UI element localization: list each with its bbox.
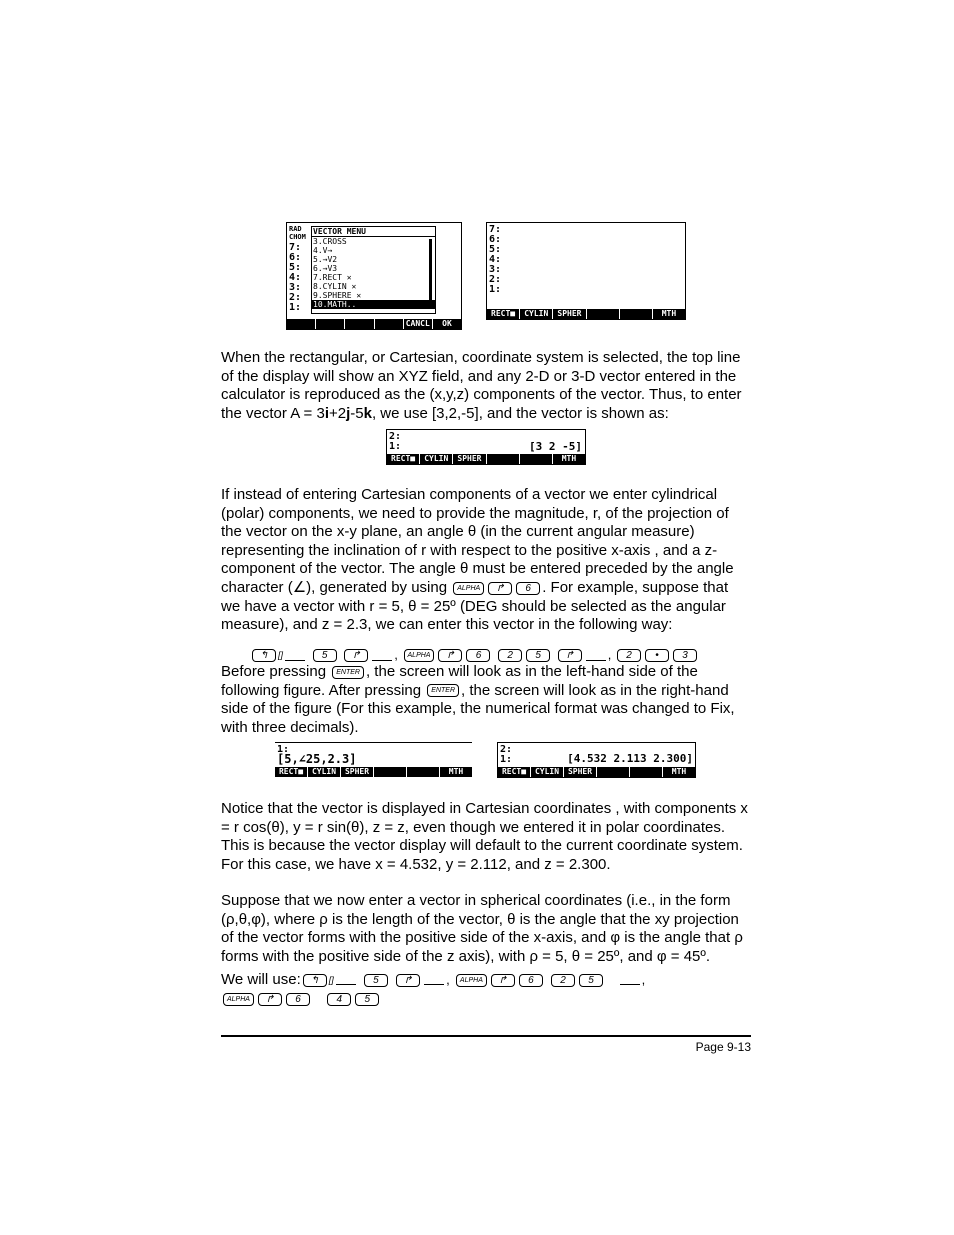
text: Suppose that we now enter a vector in spherical coordinates (i.e., in the form (ρ,θ,φ), where ρ is the length of the vector, θ is the angle that the xy projection of the vector forms with the positive side of the x-axis, and φ is the angle that ρ forms with the positive side of the z axis), with ρ = 5, θ = 25º, and φ = 45º. bbox=[221, 892, 743, 965]
softkey-bar bbox=[275, 767, 472, 777]
text: , the screen will look as in the right-hand side of the figure (For this example, the numerical format was changed to Fix, with three decimals). bbox=[221, 681, 735, 736]
key-5[interactable]: 5 bbox=[364, 974, 388, 987]
comma-label: , bbox=[394, 647, 398, 662]
unit-vector-k: k bbox=[363, 404, 372, 422]
key-underline bbox=[336, 975, 356, 985]
softkey-bar bbox=[387, 454, 585, 464]
spc-key[interactable] bbox=[372, 651, 392, 661]
key-underline bbox=[285, 651, 305, 661]
softkey[interactable] bbox=[316, 319, 345, 329]
text: We will use: bbox=[221, 971, 301, 988]
softkey-bar bbox=[487, 309, 685, 319]
stack-level: 6: bbox=[489, 234, 502, 245]
status-rad: RAD bbox=[289, 225, 302, 233]
softkey-cylin[interactable]: CYLIN bbox=[420, 454, 453, 464]
paragraph-cartesian-display: Notice that the vector is displayed in Cartesian coordinates , with components x = r cos(θ), y = r sin(θ), z = z, even though we entered it in polar coordinates. This is because the vector display will default to the current coordinate system. For this case, we have x = 4.532, y = 2.112, and z = 2.300. bbox=[221, 800, 748, 873]
key-6[interactable]: 6 bbox=[519, 974, 543, 987]
keystroke-sequence-spherical bbox=[221, 971, 751, 989]
calc-screen-vector-menu bbox=[286, 222, 462, 330]
stack-level: 4: bbox=[289, 272, 302, 283]
menu-box bbox=[311, 226, 436, 314]
menu-item[interactable]: 5.→V2 bbox=[313, 255, 338, 264]
key-4[interactable]: 4 bbox=[327, 993, 351, 1006]
softkey[interactable] bbox=[587, 309, 620, 319]
softkey-spher[interactable]: SPHER bbox=[564, 767, 597, 777]
comma-label: , bbox=[446, 972, 450, 987]
softkey-spher[interactable]: SPHER bbox=[553, 309, 586, 319]
key-5[interactable]: 5 bbox=[355, 993, 379, 1006]
comma-label: , bbox=[607, 647, 612, 662]
softkey-mth[interactable]: MTH bbox=[671, 767, 687, 776]
alpha-key[interactable]: ALPHA bbox=[456, 974, 487, 987]
right-shift-key[interactable]: ↱ bbox=[491, 974, 515, 987]
edit-line: [5,∠25,2.3] bbox=[277, 752, 357, 766]
key-2[interactable]: 2 bbox=[551, 974, 575, 987]
paragraph-before-enter bbox=[221, 663, 751, 737]
calc-screen-stack bbox=[486, 222, 686, 320]
stack-level: 3: bbox=[289, 282, 302, 293]
text: -5 bbox=[350, 404, 364, 422]
brackets-label: [] bbox=[278, 650, 284, 660]
right-shift-key[interactable]: ↱ bbox=[258, 993, 282, 1006]
menu-item-selected[interactable]: 10.MATH.. bbox=[312, 300, 435, 309]
text: If instead of entering Cartesian components of a vector we enter cylindrical (polar) components, we need to provide the magnitude, r, of the projection of the vector on the x-y plane, an angle θ (in the current angular measure) representing the inclination of r with respect to the positive x-axis , and a z-component of the vector. The angle θ must be entered preceded by the angle character (∠), generated by using bbox=[221, 486, 734, 596]
comma-label: , bbox=[641, 972, 646, 987]
softkey-rect[interactable]: RECT■ bbox=[275, 767, 308, 777]
softkey-spher[interactable]: SPHER bbox=[453, 454, 486, 464]
enter-key[interactable]: ENTER bbox=[427, 684, 459, 697]
stack-value: [4.532 2.113 2.300] bbox=[567, 752, 693, 765]
spc-key[interactable] bbox=[586, 651, 606, 661]
key-6[interactable]: 6 bbox=[286, 993, 310, 1006]
stack-level: 4: bbox=[489, 254, 502, 265]
spc-key[interactable] bbox=[424, 975, 444, 985]
softkey-mth[interactable]: MTH bbox=[661, 309, 677, 318]
left-shift-key[interactable]: ↰ bbox=[303, 974, 327, 987]
right-shift-key[interactable]: ↱ bbox=[344, 649, 368, 662]
stack-level: 7: bbox=[489, 224, 502, 235]
brackets-label: [] bbox=[328, 975, 334, 985]
calc-screen-polar-entry bbox=[275, 742, 472, 777]
menu-item[interactable]: 9.SPHERE ✕ bbox=[313, 291, 362, 300]
alpha-key[interactable]: ALPHA bbox=[453, 582, 484, 595]
right-shift-key[interactable]: ↱ bbox=[558, 649, 582, 662]
spc-key[interactable] bbox=[620, 975, 640, 985]
stack-level: 1: bbox=[489, 284, 502, 295]
softkey[interactable] bbox=[407, 767, 440, 777]
stack-level: 6: bbox=[289, 252, 302, 263]
softkey-mth[interactable]: MTH bbox=[561, 454, 577, 463]
menu-item[interactable]: 3.CROSS bbox=[313, 237, 347, 246]
stack-level: 7: bbox=[289, 242, 302, 253]
softkey[interactable] bbox=[487, 454, 520, 464]
stack-level: 1: bbox=[277, 744, 290, 755]
softkey[interactable] bbox=[374, 767, 407, 777]
softkey-bar bbox=[287, 319, 461, 329]
paragraph-spherical bbox=[221, 892, 751, 966]
key-5[interactable]: 5 bbox=[526, 649, 550, 662]
calc-screen-polar-result bbox=[497, 742, 696, 778]
softkey[interactable] bbox=[597, 767, 630, 777]
menu-item[interactable]: 7.RECT ✕ bbox=[313, 273, 352, 282]
menu-scrollbar[interactable] bbox=[429, 239, 432, 309]
stack-level: 5: bbox=[489, 244, 502, 255]
stack-level: 2: bbox=[489, 274, 502, 285]
keystroke-sequence-spherical-cont bbox=[221, 991, 381, 1009]
stack-level: 1: bbox=[500, 754, 513, 765]
unit-vector-i: i bbox=[324, 404, 329, 422]
stack-level: 3: bbox=[489, 264, 502, 275]
softkey[interactable] bbox=[345, 319, 374, 329]
right-shift-key[interactable]: ↱ bbox=[396, 974, 420, 987]
text: Before pressing bbox=[221, 663, 327, 680]
stack-level: 2: bbox=[500, 744, 513, 755]
softkey-rect[interactable]: RECT■ bbox=[498, 767, 531, 777]
softkey[interactable] bbox=[620, 309, 653, 319]
softkey-bar bbox=[498, 767, 695, 777]
footer-rule bbox=[221, 1035, 751, 1037]
calc-screen-cartesian-vector bbox=[386, 429, 586, 465]
softkey-cylin[interactable]: CYLIN bbox=[531, 767, 564, 777]
key-5[interactable]: 5 bbox=[313, 649, 337, 662]
stack-level: 2: bbox=[389, 431, 402, 442]
stack-value: [3 2 -5] bbox=[529, 440, 582, 453]
right-shift-key[interactable]: ↱ bbox=[488, 582, 512, 595]
paragraph-cartesian bbox=[221, 349, 751, 423]
key-6[interactable]: 6 bbox=[516, 582, 540, 595]
key-dot[interactable]: • bbox=[645, 649, 669, 662]
softkey-cylin[interactable]: CYLIN bbox=[520, 309, 553, 319]
menu-title: VECTOR MENU bbox=[312, 227, 435, 237]
softkey-cancel[interactable]: CANCL bbox=[404, 319, 433, 329]
key-3[interactable]: 3 bbox=[673, 649, 697, 662]
menu-item[interactable]: 6.→V3 bbox=[313, 264, 338, 273]
stack-level: 5: bbox=[289, 262, 302, 273]
stack-level: 1: bbox=[389, 441, 402, 452]
softkey-rect[interactable]: RECT■ bbox=[387, 454, 420, 464]
softkey-ok[interactable]: OK bbox=[442, 319, 452, 328]
softkey-cylin[interactable]: CYLIN bbox=[308, 767, 341, 777]
text: When the rectangular, or Cartesian, coordinate system is selected, the top line of the display will show an XYZ field, and any 2-D or 3-D vector entered in the calculator is reproduced as the (x,y,z) components of the vector. Thus, to enter the vector A = 3 bbox=[221, 349, 742, 422]
text: +2 bbox=[329, 404, 347, 422]
softkey-mth[interactable]: MTH bbox=[448, 767, 464, 776]
right-shift-key[interactable]: ↱ bbox=[438, 649, 462, 662]
enter-key[interactable]: ENTER bbox=[332, 666, 364, 679]
key-2[interactable]: 2 bbox=[617, 649, 641, 662]
softkey-spher[interactable]: SPHER bbox=[341, 767, 374, 777]
alpha-key[interactable]: ALPHA bbox=[404, 649, 435, 662]
key-5[interactable]: 5 bbox=[579, 974, 603, 987]
status-chom: CHOM bbox=[289, 233, 306, 241]
menu-item[interactable]: 8.CYLIN ✕ bbox=[313, 282, 357, 291]
key-2[interactable]: 2 bbox=[498, 649, 522, 662]
alpha-key[interactable]: ALPHA bbox=[223, 993, 254, 1006]
text: , the screen will look as in the left-hand side of the following figure. After pressing bbox=[221, 663, 698, 699]
text: . For example, suppose that we have a vector with r = 5, θ = 25º (DEG should be selected as the angular measure), and z = 2.3, we can enter this vector in the following way: bbox=[221, 578, 729, 634]
softkey[interactable] bbox=[630, 767, 663, 777]
softkey[interactable] bbox=[375, 319, 404, 329]
text: , we use [3,2,-5], and the vector is shown as: bbox=[371, 404, 669, 422]
softkey[interactable] bbox=[287, 319, 316, 329]
menu-item[interactable]: 4.V→ bbox=[313, 246, 333, 255]
unit-vector-j: j bbox=[346, 404, 351, 422]
softkey[interactable] bbox=[520, 454, 553, 464]
key-6[interactable]: 6 bbox=[466, 649, 490, 662]
stack-level: 2: bbox=[289, 292, 302, 303]
page-number: Page 9-13 bbox=[695, 1040, 751, 1054]
softkey-rect[interactable]: RECT■ bbox=[487, 309, 520, 319]
keystroke-sequence-cylindrical bbox=[250, 647, 730, 663]
stack-level: 1: bbox=[289, 302, 302, 313]
left-shift-key[interactable]: ↰ bbox=[252, 649, 276, 662]
paragraph-cylindrical bbox=[221, 486, 751, 635]
